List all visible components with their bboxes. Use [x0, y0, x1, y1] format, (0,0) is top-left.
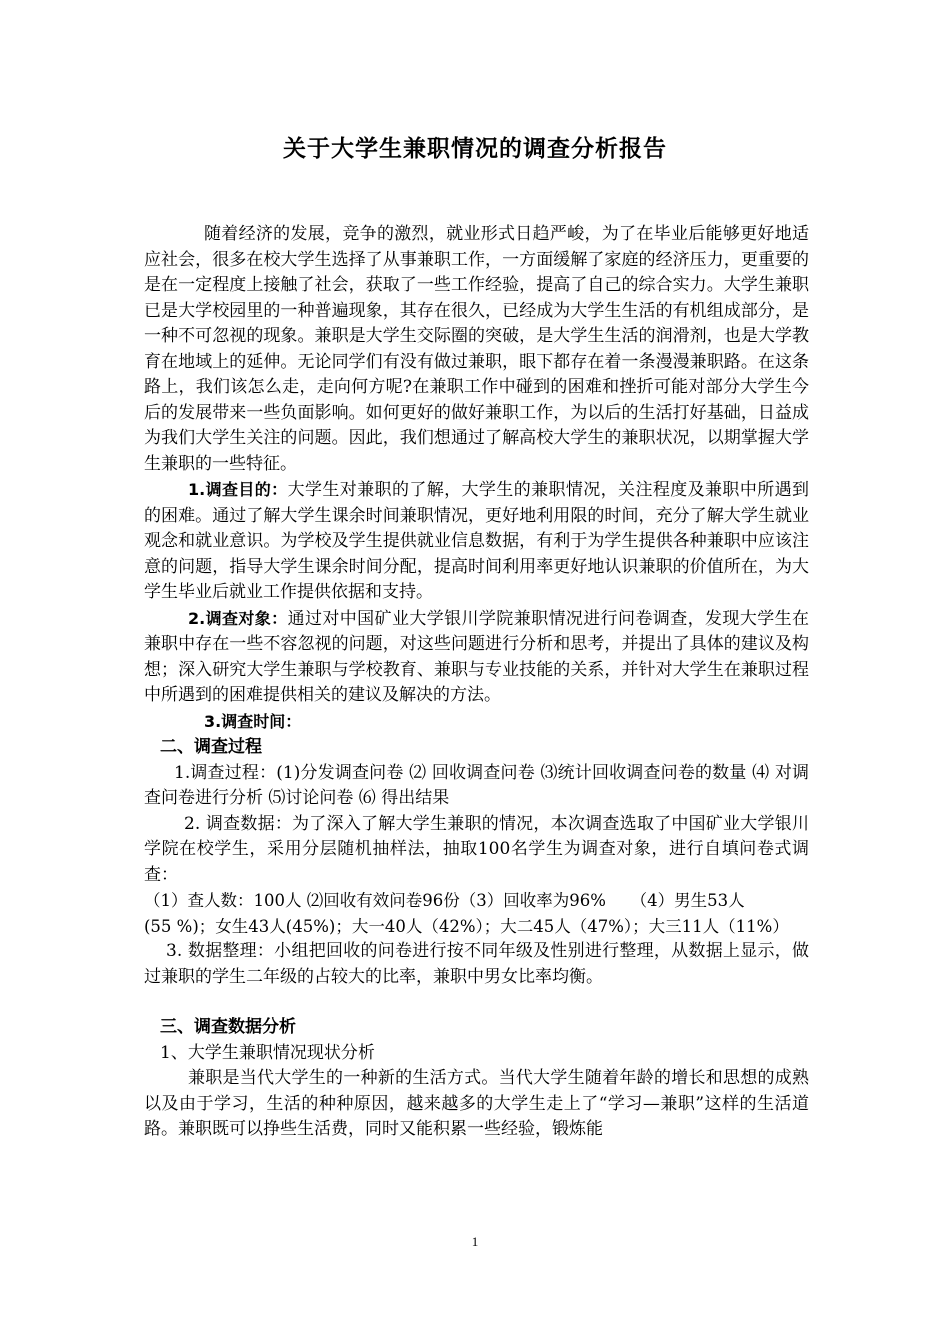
time-paragraph — [144, 709, 809, 736]
purpose-text: 大学生对兼职的了解，大学生的兼职情况，关注程度及兼职中所遇到的困难。通过了解大学生课余时间兼职情况，更好地利用限的时间，充分了解大学生就业观念和就业意识。为学校及学生提供就业信息数据，有利于为学生提供各种兼职中应该注意的问题，指导大学生课余时间分配，提高时间利用率更好地认识兼职的价值所在，为大学生毕业后就业工作提供依据和支持。 — [144, 480, 809, 602]
stats-line-2: (55 %)；女生43人(45%)；大一40人（42%）；大二45人（47%）；大三11人（11%） — [144, 916, 789, 936]
process-paragraph: 1.调查过程：(1)分发调查问卷 ⑵ 回收调查问卷 ⑶统计回收调查问卷的数量 ⑷ 对调查问卷进行分析 ⑸讨论问卷 ⑹ 得出结果 — [144, 762, 809, 808]
time-label: 3.调查时间： — [204, 711, 302, 731]
object-paragraph — [144, 606, 809, 709]
section3-heading: 三、调查数据分析 — [160, 1017, 296, 1037]
data-paragraph: 2. 调查数据：为了深入了解大学生兼职的情况，本次调查选取了中国矿业大学银川学院在校学生，采用分层随机抽样法，抽取100名学生为调查对象，进行自填问卷式调查： — [144, 813, 809, 885]
page-title: 关于大学生兼职情况的调查分析报告 — [283, 136, 667, 162]
section2-heading: 二、调查过程 — [160, 737, 262, 757]
stats-line-1: （1）查人数：100人 ⑵回收有效问卷96份（3）回收率为96% （4）男生53人 — [144, 891, 745, 910]
intro-paragraph: 随着经济的发展，竞争的激烈，就业形式日趋严峻，为了在毕业后能够更好地适应社会，很多在校大学生选择了从事兼职工作，一方面缓解了家庭的经济压力，更重要的是在一定程度上接触了社会，获取了一些工作经验，提高了自己的综合实力。大学生兼职已是大学校园里的一种普遍现象，其存在很久，已经成为大学生生活的有机组成部分，是一种不可忽视的现象。兼职是大学生交际圈的突破，是大学生生活的润滑剂，也是大学教育在地域上的延伸。无论同学们有没有做过兼职，眼下都存在着一条漫漫兼职路。在这条路上，我们该怎么走，走向何方呢?在兼职工作中碰到的困难和挫折可能对部分大学生今后的发展带来一些负面影响。如何更好的做好兼职工作，为以后的生活打好基础，日益成为我们大学生关注的问题。因此，我们想通过了解高校大学生的兼职状况，以期掌握大学生兼职的一些特征。 — [144, 224, 809, 474]
purpose-paragraph — [144, 477, 809, 606]
object-text: 通过对中国矿业大学银川学院兼职情况进行问卷调查，发现大学生在兼职中存在一些不容忽视的问题，对这些问题进行分析和思考，并提出了具体的建议及构想；深入研究大学生兼职与学校教育、兼职与专业技能的关系，并针对大学生在兼职过程中所遇到的困难提供相关的建议及解决的方法。 — [144, 608, 809, 705]
page-number: 1 — [471, 1234, 479, 1249]
purpose-label: 1.调查目的： — [188, 480, 288, 499]
spacer — [144, 990, 809, 1015]
organize-paragraph: 3. 数据整理：小组把回收的问卷进行按不同年级及性别进行整理，从数据上显示，做过兼职的学生二年级的占较大的比率，兼职中男女比率均衡。 — [144, 941, 809, 987]
document-body — [144, 222, 809, 1143]
section3-subheading: 1、大学生兼职情况现状分析 — [160, 1042, 375, 1063]
object-label: 2.调查对象： — [188, 608, 288, 628]
section3-paragraph: 兼职是当代大学生的一种新的生活方式。当代大学生随着年龄的增长和思想的成熟以及由于学习，生活的种种原因，越来越多的大学生走上了“学习—兼职”这样的生活道路。兼职既可以挣些生活费，同时又能积累一些经验，锻炼能 — [144, 1068, 809, 1139]
